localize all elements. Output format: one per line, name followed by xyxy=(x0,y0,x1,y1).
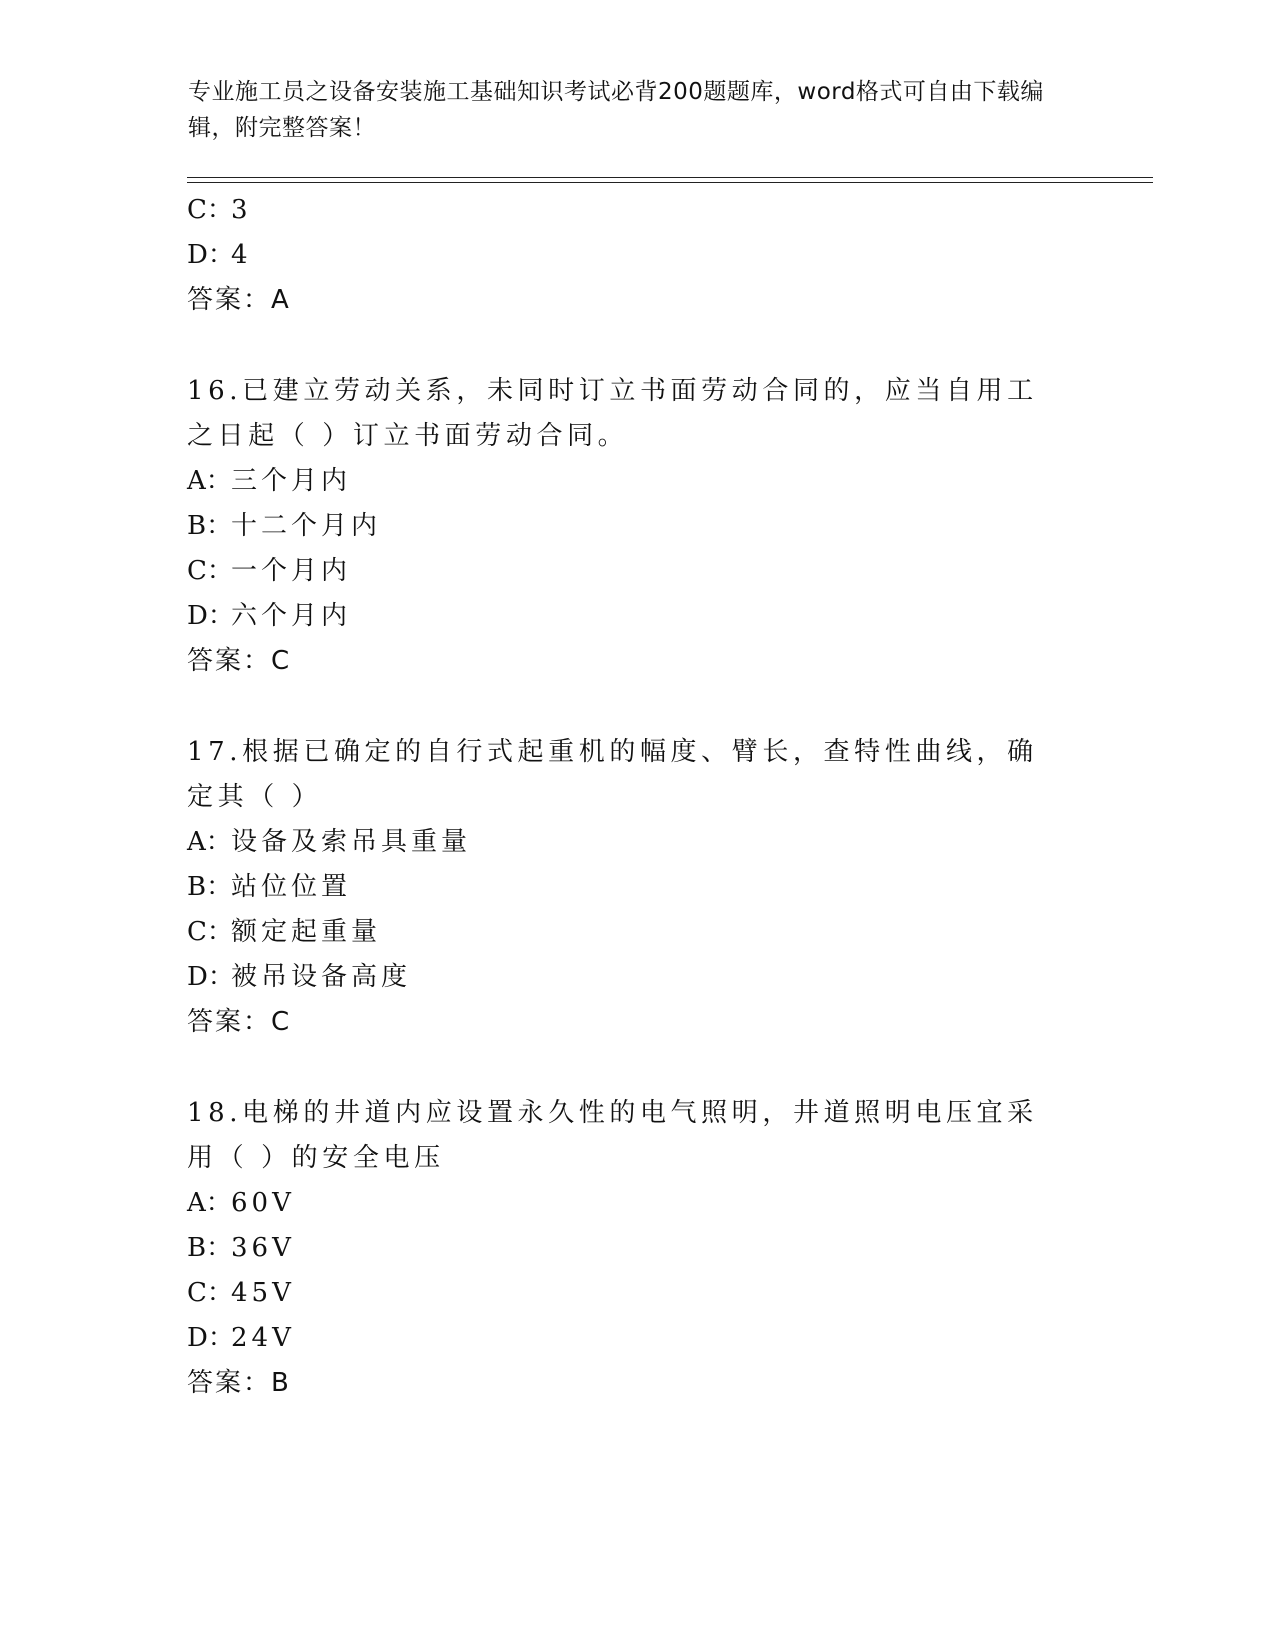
answer-line: 答案：C xyxy=(187,646,292,676)
option-a: A：60V xyxy=(187,1188,295,1218)
option-d: D：4 xyxy=(187,240,252,270)
question-18 xyxy=(187,1091,1087,1406)
option-b: B：站位位置 xyxy=(187,872,352,902)
question-stem: 16.已建立劳动关系，未同时订立书面劳动合同的，应当自用工之日起（ ）订立书面劳动合同。 xyxy=(187,376,1038,451)
option-a: A：设备及索吊具重量 xyxy=(187,827,472,857)
prev-question-block xyxy=(187,188,1087,323)
header-divider-bottom xyxy=(187,182,1153,183)
option-c: C：一个月内 xyxy=(187,556,352,586)
option-b: B：36V xyxy=(187,1233,295,1263)
question-16 xyxy=(187,369,1087,684)
question-stem: 18.电梯的井道内应设置永久性的电气照明，井道照明电压宜采用（ ）的安全电压 xyxy=(187,1098,1038,1173)
answer-line: 答案：B xyxy=(187,1368,291,1398)
question-stem: 17.根据已确定的自行式起重机的幅度、臂长，查特性曲线，确定其（ ） xyxy=(187,737,1038,812)
option-d: D：六个月内 xyxy=(187,601,352,631)
question-17 xyxy=(187,730,1087,1045)
page-header-title: 专业施工员之设备安装施工基础知识考试必背200题题库，word格式可自由下载编辑，附完整答案！ xyxy=(188,79,1044,141)
option-d: D：被吊设备高度 xyxy=(187,962,412,992)
option-c: C：3 xyxy=(187,195,252,225)
option-b: B：十二个月内 xyxy=(187,511,382,541)
answer-line: 答案：C xyxy=(187,1007,292,1037)
option-c: C：45V xyxy=(187,1278,295,1308)
option-d: D：24V xyxy=(187,1323,295,1353)
header-divider-top xyxy=(187,177,1153,178)
option-c: C：额定起重量 xyxy=(187,917,382,947)
answer-line: 答案：A xyxy=(187,285,291,315)
option-a: A：三个月内 xyxy=(187,466,352,496)
question-content xyxy=(187,188,1087,1406)
